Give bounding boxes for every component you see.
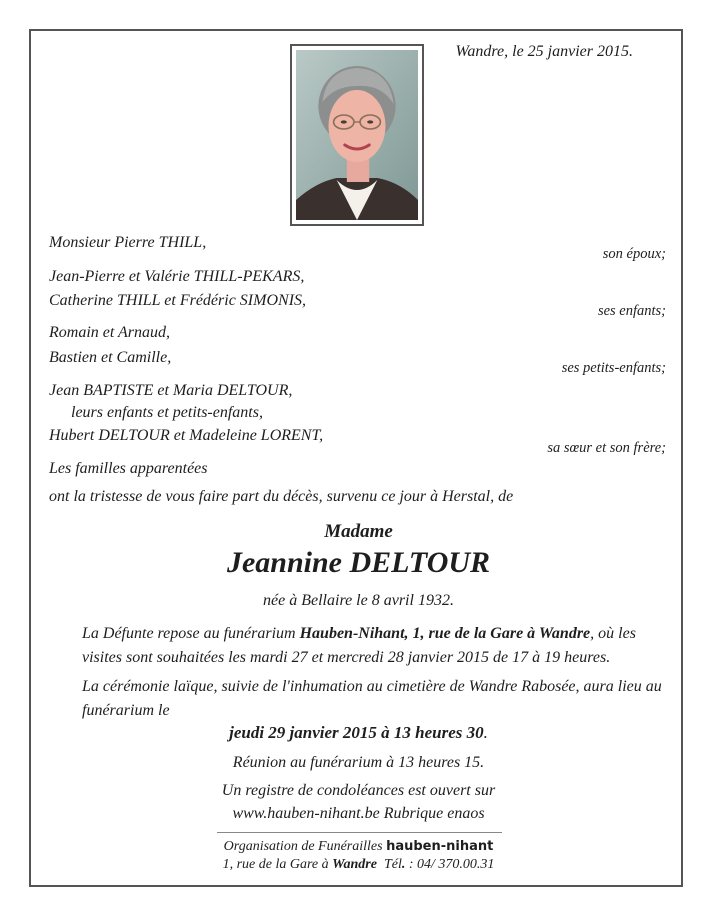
family-grandchildren-1: Romain et Arnaud, [49, 324, 171, 341]
visit-place: Hauben-Nihant, 1, rue de la Gare à Wandre [299, 625, 591, 642]
portrait-image [296, 50, 418, 220]
family-children-2: Catherine THILL et Frédéric SIMONIS, [49, 292, 307, 309]
footer-tel-label: Tél [383, 857, 402, 872]
honorific: Madame [324, 521, 393, 542]
deceased-name: Jeannine DELTOUR [226, 546, 491, 579]
family-spouse-relation: son époux; [602, 246, 666, 262]
footer-address-street: 1, rue de la Gare à [222, 857, 333, 872]
ceremony-date-line [0, 723, 717, 743]
notice-date: Wandre, le 25 janvier 2015. [455, 43, 633, 60]
family-spouse: Monsieur Pierre THILL, [49, 234, 207, 251]
footer-address-town: Wandre [332, 857, 377, 872]
footer-org-label: Organisation de Funérailles [223, 839, 387, 854]
footer-tel-number: : 04/ 370.00.31 [405, 857, 495, 872]
visit-lead: La Défunte repose au funérarium [82, 625, 300, 642]
footer-brand-logo: hauben-nihant [386, 839, 494, 854]
family-grandchildren-2: Bastien et Camille, [49, 349, 172, 366]
ceremony-paragraph [49, 675, 666, 723]
family-siblings-3: Hubert DELTOUR et Madeleine LORENT, [49, 427, 324, 444]
family-grandchildren-relation: ses petits-enfants; [561, 360, 666, 376]
footer-divider [217, 832, 502, 833]
family-children-1: Jean-Pierre et Valérie THILL-PEKARS, [49, 268, 305, 285]
footer-tel-dot: . [401, 857, 406, 872]
announcement: ont la tristesse de vous faire part du décès, survenu ce jour à Herstal, de [49, 488, 514, 505]
deceased-portrait [290, 44, 424, 226]
meeting-info: Réunion au funérarium à 13 heures 15. [232, 754, 485, 771]
family-children-relation: ses enfants; [597, 303, 666, 319]
visit-paragraph [49, 622, 666, 670]
birth-info: née à Bellaire le 8 avril 1932. [263, 592, 454, 609]
registry-line-1: Un registre de condoléances est ouvert sur [221, 782, 496, 799]
footer-address [0, 857, 717, 873]
visit-rest: , où les visites sont souhaitées les mardi 27 et mercredi 28 janvier 2015 de 17 à 19 heures. [82, 625, 636, 666]
ceremony-text: La cérémonie laïque, suivie de l'inhumation au cimetière de Wandre Rabosée, aura lieu au funérarium le [82, 678, 662, 719]
family-siblings-2: leurs enfants et petits-enfants, [71, 404, 263, 421]
family-relatives: Les familles apparentées [49, 460, 208, 477]
footer-organisation [0, 839, 717, 855]
family-siblings-relation: sa sœur et son frère; [547, 440, 666, 456]
family-siblings-1: Jean BAPTISTE et Maria DELTOUR, [49, 382, 293, 399]
ceremony-date-end: . [483, 723, 488, 742]
registry-line-2[interactable]: www.hauben-nihant.be Rubrique enaos [232, 805, 485, 822]
ceremony-date: jeudi 29 janvier 2015 à 13 heures 30 [229, 723, 484, 742]
